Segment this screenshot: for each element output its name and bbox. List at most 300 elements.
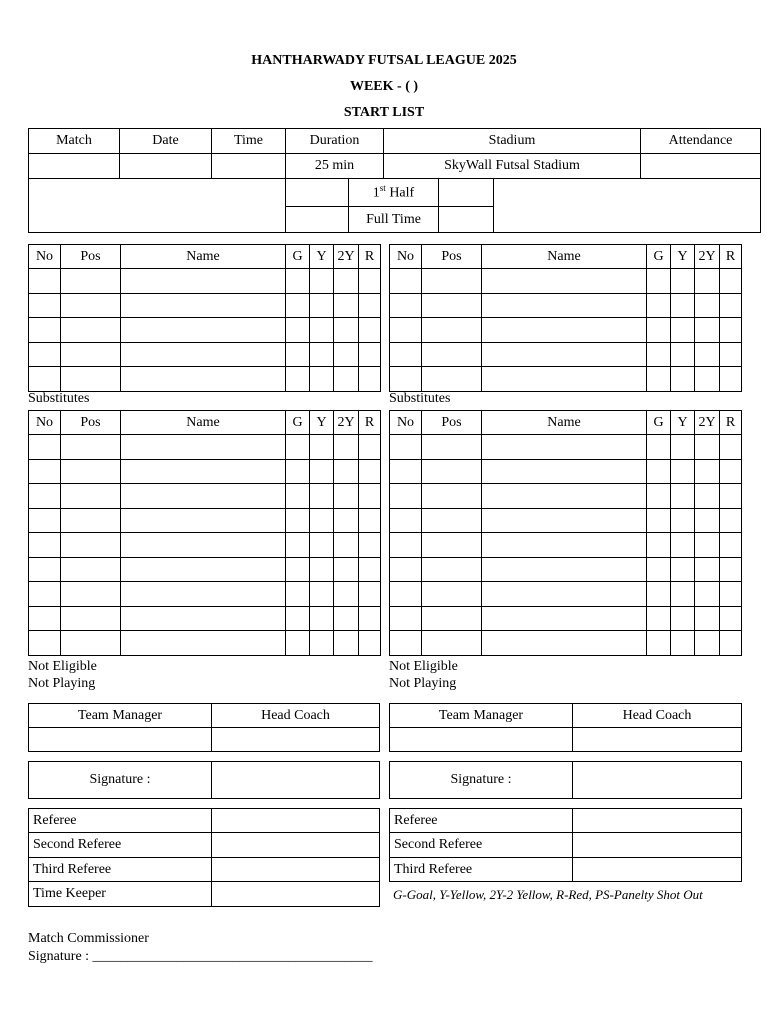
cell-2y[interactable] — [695, 367, 720, 392]
cell-g[interactable] — [647, 508, 671, 533]
table-row — [29, 631, 381, 656]
cell-2y[interactable] — [334, 293, 359, 318]
cell-g[interactable] — [647, 631, 671, 656]
table-row — [390, 533, 742, 558]
col-header-2y: 2Y — [695, 411, 720, 435]
col-header-name: Name — [482, 411, 647, 435]
cell-name[interactable] — [482, 582, 647, 607]
col-header-name: Name — [482, 245, 647, 269]
cell-y[interactable] — [310, 631, 334, 656]
table-row — [29, 484, 381, 509]
col-header-y: Y — [671, 245, 695, 269]
cell-name[interactable] — [482, 631, 647, 656]
cell-r[interactable] — [720, 459, 742, 484]
cell-y[interactable] — [310, 342, 334, 367]
cell-g[interactable] — [647, 606, 671, 631]
cell-y[interactable] — [671, 367, 695, 392]
cell-2y[interactable] — [334, 269, 359, 294]
referee-label: Referee — [29, 809, 212, 833]
cell-pos[interactable] — [422, 557, 482, 582]
col-header-pos: Pos — [61, 245, 121, 269]
table-row — [29, 293, 381, 318]
cell-2y[interactable] — [695, 557, 720, 582]
col-header-r: R — [720, 411, 742, 435]
cell-no[interactable] — [29, 342, 61, 367]
cell-r[interactable] — [720, 435, 742, 460]
cell-g[interactable] — [647, 582, 671, 607]
third-referee-field[interactable] — [573, 858, 742, 882]
table-row — [29, 318, 381, 343]
cell-2y[interactable] — [695, 533, 720, 558]
second-referee-field[interactable] — [573, 833, 742, 858]
cell-pos[interactable] — [61, 293, 121, 318]
cell-r[interactable] — [720, 582, 742, 607]
cell-no[interactable] — [390, 557, 422, 582]
cell-no[interactable] — [29, 631, 61, 656]
starting-lineup-right — [389, 244, 742, 392]
cell-y[interactable] — [671, 293, 695, 318]
cell-g[interactable] — [286, 367, 310, 392]
cell-pos[interactable] — [61, 269, 121, 294]
col-header-r: R — [359, 411, 381, 435]
cell-2y[interactable] — [334, 631, 359, 656]
attendance-value[interactable] — [641, 154, 761, 179]
cell-name[interactable] — [121, 606, 286, 631]
cell-name[interactable] — [121, 318, 286, 343]
stadium-value: SkyWall Futsal Stadium — [384, 154, 641, 179]
cell-r[interactable] — [359, 269, 381, 294]
table-row — [390, 508, 742, 533]
table-row — [29, 459, 381, 484]
commissioner-signature-line[interactable]: Signature : ________________________________________ — [28, 949, 373, 964]
cell-pos[interactable] — [61, 484, 121, 509]
cell-pos[interactable] — [422, 484, 482, 509]
cell-pos[interactable] — [422, 269, 482, 294]
cell-2y[interactable] — [695, 435, 720, 460]
cell-r[interactable] — [359, 533, 381, 558]
cell-pos[interactable] — [61, 606, 121, 631]
cell-r[interactable] — [359, 582, 381, 607]
attendance-header: Attendance — [641, 129, 761, 154]
col-header-no: No — [390, 245, 422, 269]
cell-y[interactable] — [310, 367, 334, 392]
cell-no[interactable] — [29, 367, 61, 392]
cell-g[interactable] — [286, 435, 310, 460]
cell-name[interactable] — [482, 367, 647, 392]
cell-g[interactable] — [647, 484, 671, 509]
cell-r[interactable] — [720, 342, 742, 367]
second-referee-field[interactable] — [212, 833, 380, 858]
cell-2y[interactable] — [334, 484, 359, 509]
cell-no[interactable] — [29, 582, 61, 607]
cell-name[interactable] — [482, 459, 647, 484]
cell-g[interactable] — [286, 557, 310, 582]
first-half-score-b[interactable] — [439, 179, 494, 207]
cell-r[interactable] — [359, 557, 381, 582]
cell-no[interactable] — [390, 484, 422, 509]
team-manager-label: Team Manager — [29, 704, 212, 728]
cell-name[interactable] — [482, 508, 647, 533]
referee-field[interactable] — [573, 809, 742, 833]
score-area-left — [29, 179, 286, 233]
cell-y[interactable] — [310, 293, 334, 318]
cell-2y[interactable] — [695, 342, 720, 367]
cell-no[interactable] — [29, 557, 61, 582]
cell-2y[interactable] — [695, 508, 720, 533]
cell-pos[interactable] — [61, 342, 121, 367]
time-value[interactable] — [212, 154, 286, 179]
table-row — [29, 533, 381, 558]
cell-no[interactable] — [390, 342, 422, 367]
cell-name[interactable] — [121, 367, 286, 392]
cell-no[interactable] — [29, 318, 61, 343]
cell-name[interactable] — [121, 459, 286, 484]
cell-r[interactable] — [720, 606, 742, 631]
cell-no[interactable] — [390, 459, 422, 484]
cell-no[interactable] — [390, 435, 422, 460]
cell-g[interactable] — [286, 606, 310, 631]
cell-2y[interactable] — [695, 582, 720, 607]
cell-y[interactable] — [671, 508, 695, 533]
cell-y[interactable] — [310, 269, 334, 294]
cell-no[interactable] — [390, 367, 422, 392]
cell-r[interactable] — [720, 508, 742, 533]
col-header-no: No — [29, 411, 61, 435]
cell-pos[interactable] — [422, 631, 482, 656]
cell-no[interactable] — [390, 582, 422, 607]
cell-no[interactable] — [390, 293, 422, 318]
head-coach-field[interactable] — [573, 728, 742, 752]
col-header-pos: Pos — [422, 411, 482, 435]
cell-r[interactable] — [359, 459, 381, 484]
cell-r[interactable] — [359, 367, 381, 392]
not-eligible-left: Not Eligible — [28, 659, 97, 674]
col-header-2y: 2Y — [695, 245, 720, 269]
cell-g[interactable] — [286, 484, 310, 509]
cell-pos[interactable] — [61, 508, 121, 533]
cell-2y[interactable] — [334, 435, 359, 460]
cell-2y[interactable] — [334, 459, 359, 484]
cell-no[interactable] — [29, 459, 61, 484]
match-commissioner-label: Match Commissioner — [28, 931, 149, 946]
cell-2y[interactable] — [334, 533, 359, 558]
cell-pos[interactable] — [61, 582, 121, 607]
third-referee-label: Third Referee — [390, 858, 573, 882]
cell-name[interactable] — [121, 269, 286, 294]
cell-y[interactable] — [671, 484, 695, 509]
cell-y[interactable] — [671, 606, 695, 631]
cell-g[interactable] — [647, 367, 671, 392]
cell-y[interactable] — [310, 484, 334, 509]
cell-name[interactable] — [482, 293, 647, 318]
cell-2y[interactable] — [695, 293, 720, 318]
cell-pos[interactable] — [422, 533, 482, 558]
head-coach-label: Head Coach — [212, 704, 380, 728]
cell-r[interactable] — [720, 367, 742, 392]
head-coach-label: Head Coach — [573, 704, 742, 728]
cell-y[interactable] — [310, 508, 334, 533]
cell-no[interactable] — [390, 533, 422, 558]
cell-name[interactable] — [482, 318, 647, 343]
cell-g[interactable] — [647, 342, 671, 367]
league-title: HANTHARWADY FUTSAL LEAGUE 2025 — [251, 53, 517, 68]
table-row — [29, 508, 381, 533]
cell-pos[interactable] — [61, 533, 121, 558]
col-header-y: Y — [310, 245, 334, 269]
cell-2y[interactable] — [695, 484, 720, 509]
signature-field[interactable] — [573, 762, 742, 799]
table-row — [29, 435, 381, 460]
cell-y[interactable] — [310, 435, 334, 460]
time-keeper-label: Time Keeper — [29, 882, 212, 907]
not-playing-right: Not Playing — [389, 676, 457, 691]
score-area-right — [494, 179, 761, 233]
substitutes-label-right: Substitutes — [389, 391, 451, 406]
col-header-no: No — [390, 411, 422, 435]
cell-pos[interactable] — [61, 459, 121, 484]
cell-pos[interactable] — [422, 606, 482, 631]
cell-r[interactable] — [720, 484, 742, 509]
referee-field[interactable] — [212, 809, 380, 833]
signature-field[interactable] — [212, 762, 380, 799]
cell-name[interactable] — [482, 533, 647, 558]
cell-y[interactable] — [310, 318, 334, 343]
col-header-r: R — [359, 245, 381, 269]
time-header: Time — [212, 129, 286, 154]
cell-pos[interactable] — [422, 293, 482, 318]
cell-r[interactable] — [720, 631, 742, 656]
col-header-g: G — [286, 245, 310, 269]
team-manager-field[interactable] — [390, 728, 573, 752]
cell-name[interactable] — [121, 508, 286, 533]
table-row — [390, 293, 742, 318]
cell-2y[interactable] — [695, 318, 720, 343]
cell-r[interactable] — [359, 484, 381, 509]
table-row — [390, 606, 742, 631]
cell-y[interactable] — [671, 342, 695, 367]
cell-name[interactable] — [121, 342, 286, 367]
head-coach-field[interactable] — [212, 728, 380, 752]
cell-y[interactable] — [671, 269, 695, 294]
cell-name[interactable] — [121, 293, 286, 318]
cell-name[interactable] — [121, 533, 286, 558]
cell-no[interactable] — [390, 606, 422, 631]
date-value[interactable] — [120, 154, 212, 179]
cell-name[interactable] — [482, 484, 647, 509]
third-referee-field[interactable] — [212, 858, 380, 882]
cell-2y[interactable] — [334, 606, 359, 631]
cell-pos[interactable] — [422, 508, 482, 533]
cell-g[interactable] — [647, 318, 671, 343]
cell-no[interactable] — [29, 269, 61, 294]
cell-g[interactable] — [286, 631, 310, 656]
cell-r[interactable] — [359, 435, 381, 460]
cell-r[interactable] — [720, 557, 742, 582]
table-row — [29, 342, 381, 367]
col-header-y: Y — [310, 411, 334, 435]
officials-table-left — [28, 808, 380, 907]
cell-r[interactable] — [720, 533, 742, 558]
cell-name[interactable] — [121, 435, 286, 460]
cell-y[interactable] — [310, 533, 334, 558]
cell-2y[interactable] — [695, 269, 720, 294]
cell-r[interactable] — [359, 293, 381, 318]
cell-y[interactable] — [671, 318, 695, 343]
table-row — [390, 459, 742, 484]
cell-g[interactable] — [286, 269, 310, 294]
cell-name[interactable] — [482, 435, 647, 460]
table-row — [390, 484, 742, 509]
cell-2y[interactable] — [334, 318, 359, 343]
cell-r[interactable] — [359, 606, 381, 631]
table-row — [390, 342, 742, 367]
cell-2y[interactable] — [334, 367, 359, 392]
not-eligible-right: Not Eligible — [389, 659, 458, 674]
cell-y[interactable] — [310, 459, 334, 484]
cell-pos[interactable] — [61, 367, 121, 392]
cell-g[interactable] — [647, 533, 671, 558]
cell-pos[interactable] — [422, 435, 482, 460]
cell-no[interactable] — [29, 435, 61, 460]
col-header-r: R — [720, 245, 742, 269]
cell-2y[interactable] — [334, 582, 359, 607]
cell-pos[interactable] — [61, 318, 121, 343]
cell-g[interactable] — [286, 582, 310, 607]
cell-g[interactable] — [647, 269, 671, 294]
cell-no[interactable] — [390, 508, 422, 533]
cell-g[interactable] — [286, 342, 310, 367]
table-row — [29, 606, 381, 631]
cell-no[interactable] — [29, 606, 61, 631]
col-header-g: G — [647, 245, 671, 269]
cell-r[interactable] — [359, 342, 381, 367]
stadium-header: Stadium — [384, 129, 641, 154]
cell-name[interactable] — [121, 631, 286, 656]
cell-2y[interactable] — [334, 508, 359, 533]
table-row — [390, 367, 742, 392]
team-manager-field[interactable] — [29, 728, 212, 752]
second-referee-label: Second Referee — [390, 833, 573, 858]
cell-r[interactable] — [720, 269, 742, 294]
cell-y[interactable] — [310, 557, 334, 582]
cell-g[interactable] — [286, 318, 310, 343]
cell-r[interactable] — [720, 318, 742, 343]
full-time-score-a[interactable] — [286, 207, 349, 233]
match-value[interactable] — [29, 154, 120, 179]
cell-2y[interactable] — [695, 631, 720, 656]
cell-2y[interactable] — [334, 342, 359, 367]
time-keeper-field[interactable] — [212, 882, 380, 907]
cell-r[interactable] — [359, 318, 381, 343]
cell-name[interactable] — [121, 557, 286, 582]
starting-lineup-left — [28, 244, 381, 392]
table-row — [390, 582, 742, 607]
cell-g[interactable] — [647, 459, 671, 484]
cell-y[interactable] — [671, 582, 695, 607]
cell-name[interactable] — [482, 342, 647, 367]
cell-pos[interactable] — [422, 367, 482, 392]
cell-y[interactable] — [671, 459, 695, 484]
cell-r[interactable] — [359, 508, 381, 533]
cell-pos[interactable] — [61, 631, 121, 656]
full-time-label: Full Time — [349, 207, 439, 233]
duration-value: 25 min — [286, 154, 384, 179]
cell-no[interactable] — [29, 484, 61, 509]
cell-no[interactable] — [390, 631, 422, 656]
week-title: WEEK - ( ) — [349, 79, 419, 94]
startlist-title: START LIST — [343, 105, 425, 120]
cell-r[interactable] — [720, 293, 742, 318]
cell-g[interactable] — [286, 459, 310, 484]
cell-pos[interactable] — [422, 459, 482, 484]
cell-y[interactable] — [671, 557, 695, 582]
col-header-no: No — [29, 245, 61, 269]
cell-y[interactable] — [310, 606, 334, 631]
cell-pos[interactable] — [422, 342, 482, 367]
cell-no[interactable] — [29, 533, 61, 558]
cell-no[interactable] — [29, 508, 61, 533]
full-time-score-b[interactable] — [439, 207, 494, 233]
cell-name[interactable] — [482, 557, 647, 582]
col-header-g: G — [647, 411, 671, 435]
officials-table-right — [389, 808, 742, 882]
cell-g[interactable] — [286, 293, 310, 318]
signature-table-left — [28, 761, 380, 799]
cell-name[interactable] — [121, 484, 286, 509]
cell-pos[interactable] — [422, 582, 482, 607]
cell-g[interactable] — [647, 557, 671, 582]
match-info-table — [28, 128, 761, 233]
cell-pos[interactable] — [61, 557, 121, 582]
cell-pos[interactable] — [61, 435, 121, 460]
col-header-2y: 2Y — [334, 245, 359, 269]
signature-table-right — [389, 761, 742, 799]
staff-table-left — [28, 703, 380, 752]
cell-g[interactable] — [647, 435, 671, 460]
cell-no[interactable] — [29, 293, 61, 318]
col-header-name: Name — [121, 411, 286, 435]
signature-label: Signature : — [390, 762, 573, 799]
cell-y[interactable] — [671, 533, 695, 558]
cell-pos[interactable] — [422, 318, 482, 343]
signature-label: Signature : — [29, 762, 212, 799]
table-row — [29, 269, 381, 294]
cell-no[interactable] — [390, 318, 422, 343]
cell-r[interactable] — [359, 631, 381, 656]
cell-name[interactable] — [482, 606, 647, 631]
cell-g[interactable] — [647, 293, 671, 318]
cell-2y[interactable] — [695, 606, 720, 631]
team-manager-label: Team Manager — [390, 704, 573, 728]
cell-y[interactable] — [310, 582, 334, 607]
cell-g[interactable] — [286, 508, 310, 533]
table-row — [390, 269, 742, 294]
third-referee-label: Third Referee — [29, 858, 212, 882]
match-header: Match — [29, 129, 120, 154]
cell-g[interactable] — [286, 533, 310, 558]
cell-name[interactable] — [482, 269, 647, 294]
cell-y[interactable] — [671, 435, 695, 460]
cell-no[interactable] — [390, 269, 422, 294]
staff-table-right — [389, 703, 742, 752]
table-row — [29, 367, 381, 392]
cell-y[interactable] — [671, 631, 695, 656]
cell-name[interactable] — [121, 582, 286, 607]
col-header-pos: Pos — [422, 245, 482, 269]
cell-2y[interactable] — [695, 459, 720, 484]
cell-2y[interactable] — [334, 557, 359, 582]
first-half-score-a[interactable] — [286, 179, 349, 207]
